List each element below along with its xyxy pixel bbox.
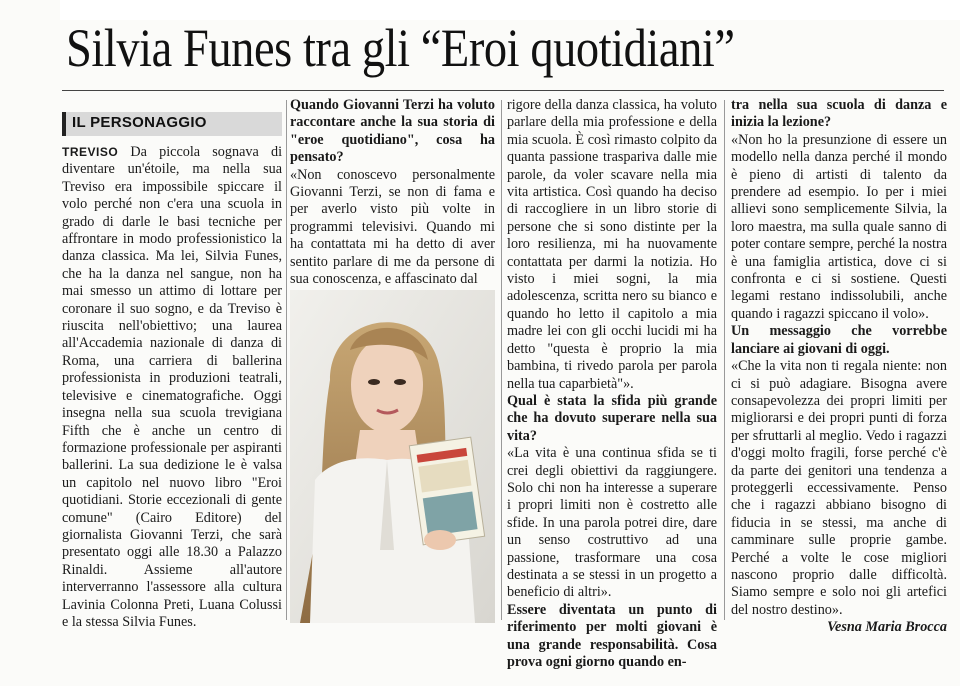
question-3-end: tra nella sua scuola di danza e inizia la lezione? [731,97,947,131]
column-divider [724,100,725,620]
section-label: IL PERSONAGGIO [72,114,207,131]
woman-holding-book-illustration [290,290,495,623]
column-4 [731,97,947,637]
portrait-photo [290,290,495,623]
question-2: Qual è stata la sfida più grande che ha dovuto superare nella sua vita? [507,392,717,444]
question-4: Un messaggio che vorrebbe lanciare ai giovani di oggi. [731,323,947,357]
answer-4: «Che la vita non ti regala niente: non ci si può adagiare. Bisogna avere consapevolezza dei propri limiti per migliorarsi e dei propri punti di forza per sfruttarli al meglio. Vedo i ragazzi d'oggi molto fragili, forse perché c'è da parte dei genitori una tendenza a proteggerli eccessivamente. Penso che i ragazzi abbiano bisogno di fiducia in se stessi, ma anche di camminare sulle proprie gambe. Perché a volte le cose migliori nascono proprio dalle difficoltà. Siamo sempre e solo noi gli artefici del nostro destino». [731,358,947,618]
headline-rule [62,90,944,91]
answer-2: «La vita è una continua sfida se ti crei degli obiettivi da raggiungere. Solo chi non ha interesse a superare i propri limiti non è costretto alle sfide. In una parola potrei dire, dare un senso costruttivo ad una passione, trasformare una cosa destinata a se stessi in un progetto a beneficio di altri». [507,445,717,601]
headline: Silvia Funes tra gli “Eroi quotidiani” [66,18,735,78]
intro-text: Da piccola sognava di diventare un'étoile, ma nella sua Treviso era impossibile spiccare il volo perché non c'era una scuola in grado di darle le basi tecniche per affrontare in modo professionistico la danza classica. Ma lei, Silvia Funes, che ha la danza nel sangue, non ha mai smesso un attimo di lottare per coronare il suo sogno, e da Treviso è riuscita nell'obiettivo; una laurea all'Accademia nazionale di danza di Roma, una carriera di ballerina professionista in produzioni teatrali, televisive e cinematografiche. Oggi insegna nella sua scuola trevigiana Fifth che è anche un centro di formazione professionale per aspiranti ballerini. La sua dedizione le è valsa un capitolo nel nuovo libro "Eroi quotidiani. Storie eccezionali di gente comune" (Cairo Editore) del giornalista Giovanni Terzi, che sarà presentato oggi alle 18.30 a Palazzo Rinaldi. Assieme all'autore interverranno l'assessore alla cultura Lavinia Colonna Preti, Luana Colussi e la stessa Silvia Funes. [62,144,283,630]
dateline: TREVISO [62,145,119,159]
byline: Vesna Maria Brocca [827,619,947,636]
intro-paragraph [62,144,282,631]
answer-1-start: «Non conoscevo personalmente Giovanni Terzi, se non di fama e per averlo visto più volte in programmi televisivi. Quando mi ha contattata mi ha detto di aver sentito parlare di me da persone di sua conoscenza, e affascinato dal [290,166,495,288]
question-3-start: Essere diventata un punto di riferimento per molti giovani è una grande responsabilità. Cosa prova ogni giorno quando en- [507,601,717,670]
section-label-bar [62,112,66,136]
top-strip [60,0,960,20]
answer-3: «Non ho la presunzione di essere un modello nella danza perché il mondo è pieno di artisti di talento da prendere ad esempio. Io per i miei allievi sono semplicemente Silvia, la loro maestra, ma sulla quale sanno di poter contare sempre, perché la nostra è una famiglia artistica, dove ci si confronta e ci si sostiene. Questi legami restano indissolubili, anche quando i ragazzi spiccano il volo». [731,131,947,322]
answer-1-end: rigore della danza classica, ha voluto parlare della mia professione e della mia scuola. È così rimasto colpito da quanta passione traspariva dalle mie parole, da voler scavare nella mia vita artistica. Così quando ha deciso di raccogliere in un libro storie di persone che si sono distinte per la loro resilienza, mi ha nuovamente contattata per darmi la notizia. Ho visto i miei sogni, la mia adolescenza, scritta nero su bianco e quando ho letto il capitolo a mia madre lei con gli occhi lucidi mi ha detto "questa è proprio la mia bambina, ti rivedo parola per parola nella tua caparbietà"». [507,97,717,392]
column-1 [62,144,282,631]
column-3 [507,97,717,671]
question-1: Quando Giovanni Terzi ha voluto raccontare anche la sua storia di "eroe quotidiano", cosa ha pensato? [290,97,495,166]
face-shape [351,337,423,433]
column-divider [501,100,502,620]
column-divider [286,100,287,620]
column-2 [290,97,495,288]
